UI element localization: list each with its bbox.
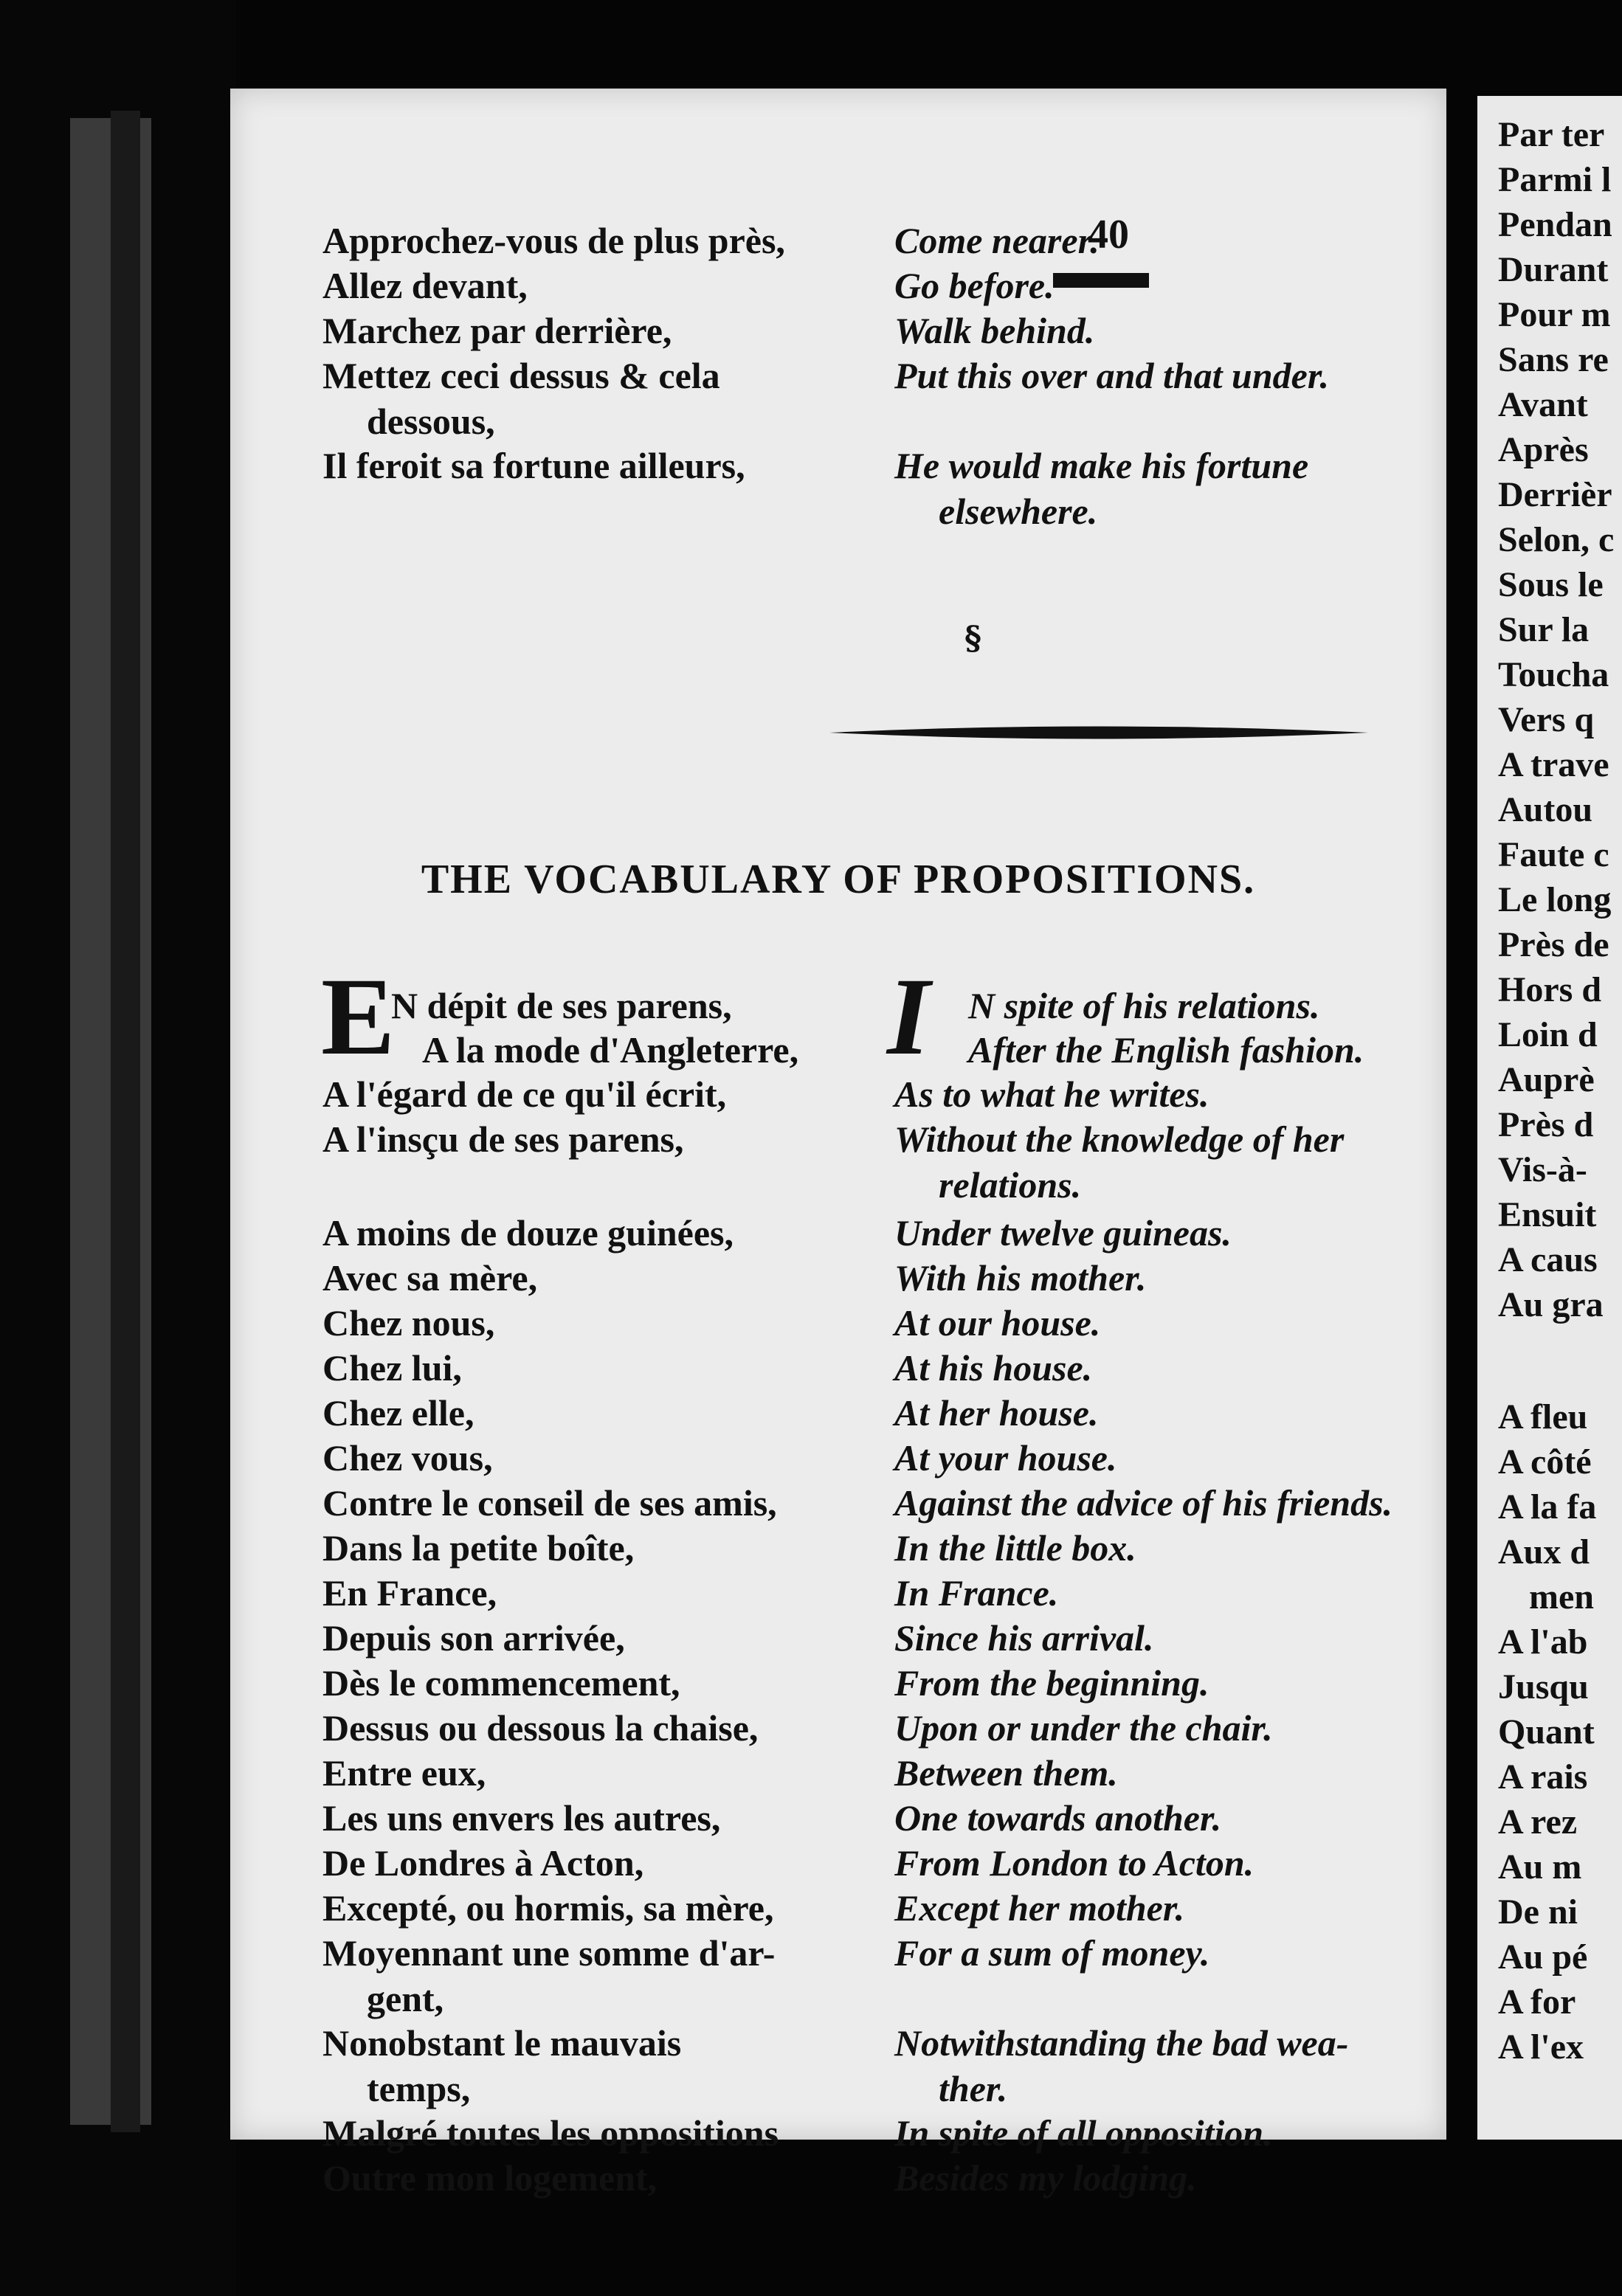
next-page-line: Au pé <box>1498 1937 1588 1977</box>
english-phrase <box>894 1885 1426 1931</box>
next-page-line: Au gra <box>1498 1285 1604 1324</box>
english-phrase <box>894 218 1426 263</box>
next-page-line: Hors d <box>1498 970 1602 1009</box>
english-line: Come nearer. <box>894 220 1100 261</box>
english-line: Since his arrival. <box>894 1617 1154 1659</box>
english-line: One towards another. <box>894 1797 1222 1839</box>
page-number: 40 <box>1088 212 1129 257</box>
next-page-line: Loin d <box>1498 1015 1598 1054</box>
next-page-line: Aux d <box>1498 1532 1590 1571</box>
french-line: dessous, <box>367 401 495 442</box>
next-page-line: Vers q <box>1498 700 1595 739</box>
english-line: At his house. <box>894 1347 1093 1389</box>
english-line: In spite of all opposition. <box>894 2112 1273 2154</box>
english-line: Except her mother. <box>894 1887 1185 1929</box>
next-page-line: Quant <box>1498 1712 1595 1752</box>
french-line: De Londres à Acton, <box>322 1842 644 1884</box>
english-line: Against the advice of his friends. <box>894 1482 1393 1524</box>
english-line: Walk behind. <box>894 310 1095 351</box>
next-page-line: Selon, c <box>1498 520 1615 559</box>
french-line: Chez vous, <box>322 1437 493 1479</box>
english-phrase <box>894 1840 1426 1886</box>
next-page-line: Faute c <box>1498 835 1609 874</box>
english-phrase <box>894 1116 1426 1208</box>
french-line: Approchez-vous de plus près, <box>322 220 785 261</box>
french-line: gent, <box>367 1978 444 2019</box>
french-line: temps, <box>367 2068 471 2109</box>
english-phrase <box>894 1705 1426 1751</box>
next-page-line: Parmi l <box>1498 160 1612 199</box>
next-page-line: Vis-à- <box>1498 1150 1587 1189</box>
english-phrase <box>894 1660 1426 1706</box>
english-line: Without the knowledge of her <box>894 1118 1345 1160</box>
next-page-line: Pendan <box>1498 205 1612 244</box>
next-page-line: Auprè <box>1498 1060 1595 1099</box>
english-line: Besides my lodging. <box>894 2157 1197 2199</box>
french-line: Moyennant une somme d'ar- <box>322 1932 776 1974</box>
french-line: Avec sa mère, <box>322 1257 538 1299</box>
page-40 <box>230 89 1446 2199</box>
swell-rule <box>829 725 1368 741</box>
english-phrase <box>894 1750 1426 1796</box>
english-line: From London to Acton. <box>894 1842 1255 1884</box>
next-page-line: De ni <box>1498 1892 1578 1932</box>
english-line: Upon or under the chair. <box>894 1707 1273 1749</box>
french-line: Contre le conseil de ses amis, <box>322 1482 777 1524</box>
english-line: With his mother. <box>894 1257 1147 1299</box>
english-line: In the little box. <box>894 1527 1136 1569</box>
english-phrase: After the English fashion. <box>968 1029 1364 1071</box>
next-page-line: Jusqu <box>1498 1667 1589 1707</box>
page-gutter <box>1446 0 1477 2296</box>
ornament: § <box>964 620 982 657</box>
english-line: relations. <box>939 1164 1082 1206</box>
next-page-line: A fleu <box>1498 1397 1588 1436</box>
english-line: For a sum of money. <box>894 1932 1210 1974</box>
french-line: Allez devant, <box>322 265 528 306</box>
english-phrase <box>894 1615 1426 1661</box>
next-page-line: A l'ab <box>1498 1622 1588 1662</box>
french-line: En France, <box>322 1572 497 1614</box>
english-phrase <box>894 1255 1426 1301</box>
drop-cap-french: E <box>321 955 396 1078</box>
french-line: Chez elle, <box>322 1392 474 1434</box>
french-line: Chez lui, <box>322 1347 462 1389</box>
french-line: Nonobstant le mauvais <box>322 2022 682 2064</box>
english-phrase <box>894 2020 1426 2112</box>
english-phrase <box>894 1210 1426 1256</box>
english-phrase <box>894 2110 1426 2156</box>
drop-cap-english: I <box>887 955 931 1078</box>
next-page-line: Avant <box>1498 385 1588 424</box>
next-page-line: Autou <box>1498 790 1593 829</box>
next-page-line: Sur la <box>1498 610 1590 649</box>
next-page-line: Sans re <box>1498 340 1609 379</box>
next-page-line: Ensuit <box>1498 1195 1597 1234</box>
english-line: He would make his fortune <box>894 445 1309 486</box>
french-line: Dessus ou dessous la chaise, <box>322 1707 759 1749</box>
next-page-line: Sous le <box>1498 565 1604 604</box>
next-page-line: Derrièr <box>1498 475 1612 514</box>
next-page-line: A for <box>1498 1982 1576 2022</box>
french-line: Outre mon logement, <box>322 2157 658 2199</box>
english-line: As to what he writes. <box>894 1073 1209 1115</box>
french-line: A l'égard de ce qu'il écrit, <box>322 1073 727 1115</box>
english-line: Between them. <box>894 1752 1118 1794</box>
english-phrase <box>894 353 1426 398</box>
english-line: Go before. <box>894 265 1055 306</box>
french-line: Malgré toutes les oppositions <box>322 2112 779 2154</box>
french-line: Excepté, ou hormis, sa mère, <box>322 1887 774 1929</box>
english-phrase <box>894 1071 1426 1117</box>
english-phrase <box>894 308 1426 353</box>
english-line: At her house. <box>894 1392 1099 1434</box>
english-phrase <box>894 1480 1426 1526</box>
next-page-line: A rez <box>1498 1802 1578 1842</box>
next-page-line: Près d <box>1498 1105 1594 1144</box>
english-phrase <box>894 263 1426 308</box>
french-line: Chez nous, <box>322 1302 495 1344</box>
next-page-line: A trave <box>1498 745 1609 784</box>
next-page-line: A rais <box>1498 1757 1588 1797</box>
french-line: Les uns envers les autres, <box>322 1797 721 1839</box>
next-page-line: A caus <box>1498 1240 1598 1279</box>
english-phrase <box>894 1435 1426 1481</box>
english-line: Put this over and that under. <box>894 355 1330 396</box>
english-line: ther. <box>939 2068 1008 2109</box>
next-page-line: Pour m <box>1498 295 1611 334</box>
english-line: Under twelve guineas. <box>894 1212 1232 1254</box>
english-phrase <box>894 2155 1426 2201</box>
english-phrase <box>894 443 1426 534</box>
next-page-line: Au m <box>1498 1847 1582 1887</box>
english-phrase <box>894 1390 1426 1436</box>
english-phrase: N spite of his relations. <box>968 985 1320 1026</box>
next-page-line: Toucha <box>1498 655 1609 694</box>
french-line: Mettez ceci dessus & cela <box>322 355 720 396</box>
next-page-line: A la fa <box>1498 1487 1597 1526</box>
next-page-line: men <box>1529 1577 1594 1616</box>
next-page-line: Durant <box>1498 250 1609 289</box>
section-title: THE VOCABULARY OF PROPOSITIONS. <box>421 857 1256 902</box>
english-line: At your house. <box>894 1437 1117 1479</box>
english-phrase <box>894 1795 1426 1841</box>
next-page-line: Par ter <box>1498 115 1605 154</box>
english-line: Notwithstanding the bad wea- <box>894 2022 1349 2064</box>
french-line: A l'insçu de ses parens, <box>322 1118 684 1160</box>
french-line: Marchez par derrière, <box>322 310 672 351</box>
french-phrase: N dépit de ses parens, <box>391 985 732 1026</box>
next-page-line: Après <box>1498 430 1589 469</box>
french-line: Depuis son arrivée, <box>322 1617 625 1659</box>
next-page-fragment <box>1477 96 1622 2140</box>
english-phrase <box>894 1300 1426 1346</box>
french-line: Entre eux, <box>322 1752 486 1794</box>
spine-edge-shadow <box>111 111 140 2132</box>
english-line: From the beginning. <box>894 1662 1209 1704</box>
english-phrase <box>894 1930 1426 1976</box>
english-phrase <box>894 1570 1426 1616</box>
english-line: In France. <box>894 1572 1059 1614</box>
next-page-line: Près de <box>1498 925 1609 964</box>
french-line: Dès le commencement, <box>322 1662 680 1704</box>
french-line: Dans la petite boîte, <box>322 1527 635 1569</box>
english-line: At our house. <box>894 1302 1101 1344</box>
next-page-line: Le long <box>1498 880 1612 919</box>
english-phrase <box>894 1345 1426 1391</box>
next-page-line: A côté <box>1498 1442 1592 1481</box>
next-page-line: A l'ex <box>1498 2027 1584 2067</box>
french-line: A moins de douze guinées, <box>322 1212 734 1254</box>
french-phrase: A la mode d'Angleterre, <box>422 1029 799 1071</box>
english-phrase <box>894 1525 1426 1571</box>
french-line: Il feroit sa fortune ailleurs, <box>322 445 745 486</box>
english-line: elsewhere. <box>939 491 1098 532</box>
